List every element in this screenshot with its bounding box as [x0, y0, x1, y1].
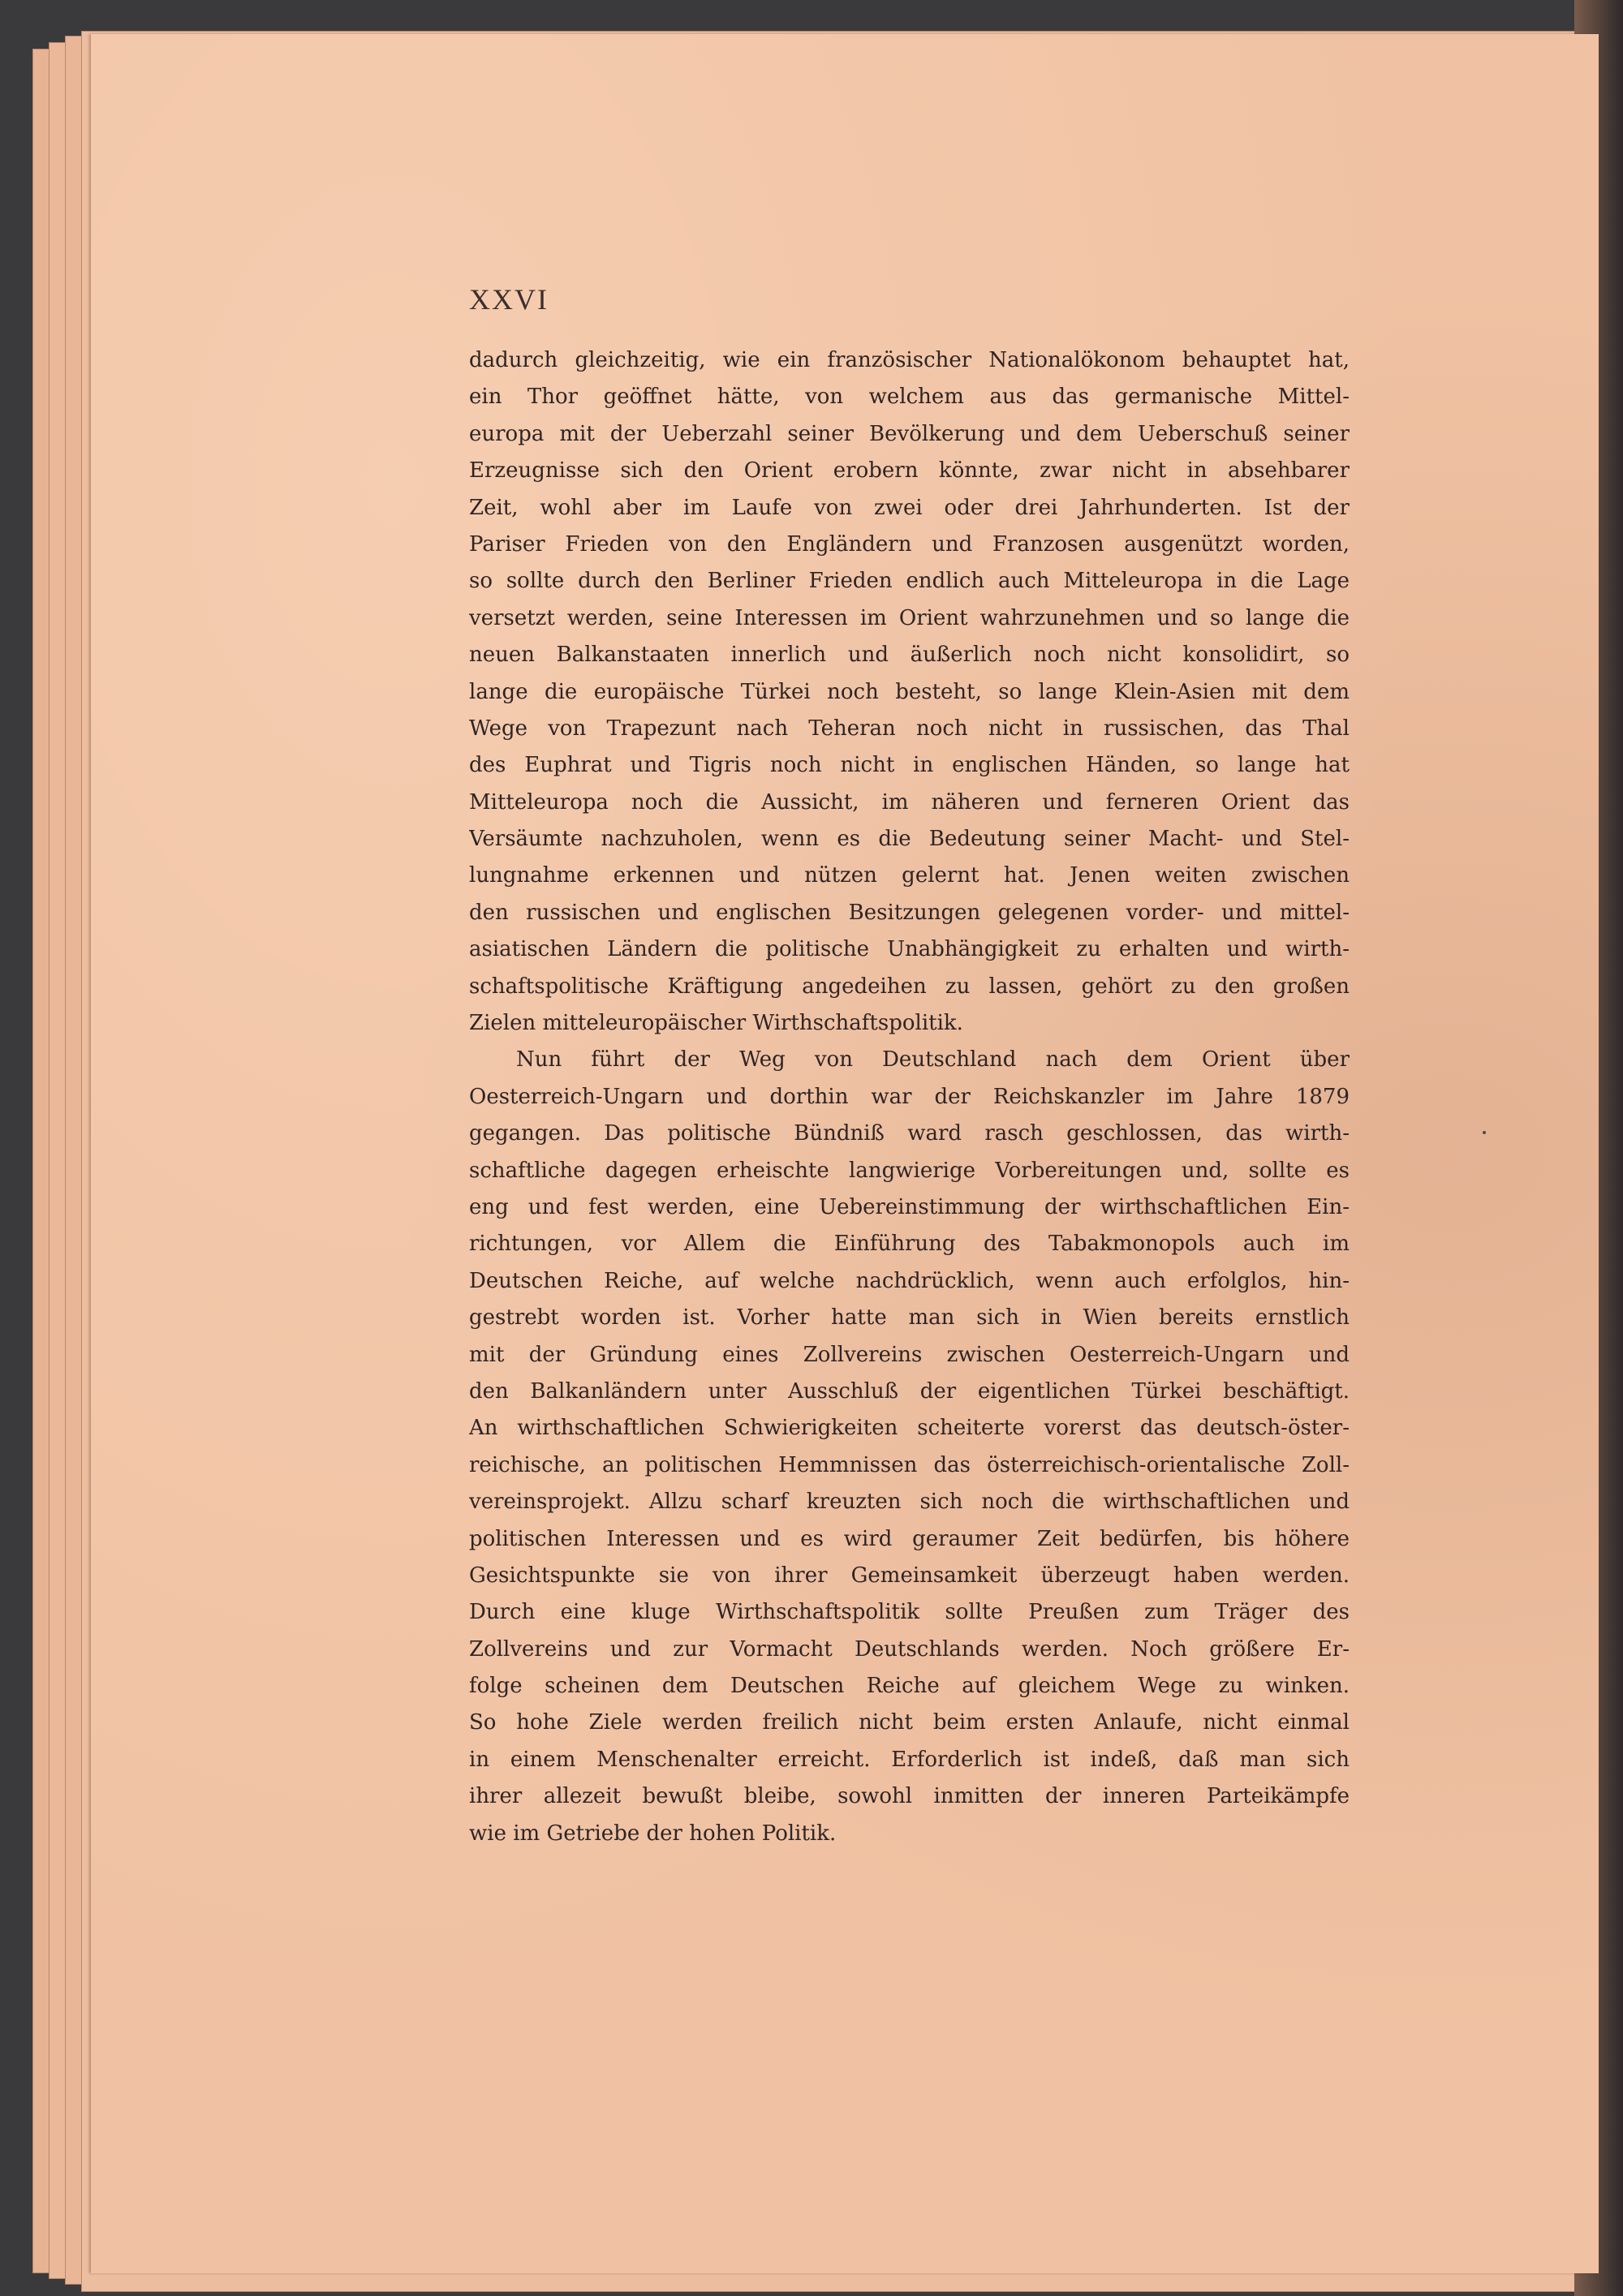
text-line: Oesterreich-Ungarn und dorthin war der Reichskanzler im Jahre 1879	[469, 1084, 1350, 1109]
text-line: politischen Interessen und es wird geraumer Zeit bedürfen, bis höhere	[469, 1526, 1350, 1551]
text-line: richtungen, vor Allem die Einführung des Tabakmonopols auch im	[469, 1232, 1350, 1257]
text-line: europa mit der Ueberzahl seiner Bevölkerung und dem Ueberschuß seiner	[469, 421, 1350, 446]
text-line: eng und fest werden, eine Uebereinstimmung der wirthschaftlichen Ein-	[469, 1194, 1350, 1219]
text-line: lange die europäische Türkei noch besteht, so lange Klein-Asien mit dem	[469, 679, 1350, 704]
text-line: den russischen und englischen Besitzungen gelegenen vorder- und mittel-	[469, 900, 1350, 925]
text-line: schaftliche dagegen erheischte langwierige Vorbereitungen und, sollte es	[469, 1158, 1350, 1183]
text-line: Deutschen Reiche, auf welche nachdrücklich, wenn auch erfolglos, hin-	[469, 1268, 1350, 1293]
text-line: Zollvereins und zur Vormacht Deutschlands werden. Noch größere Er-	[469, 1636, 1350, 1662]
text-line: mit der Gründung eines Zollvereins zwischen Oesterreich-Ungarn und	[469, 1342, 1350, 1367]
text-line: asiatischen Ländern die politische Unabhängigkeit zu erhalten und wirth-	[469, 937, 1350, 962]
text-line: wie im Getriebe der hohen Politik.	[469, 1821, 837, 1846]
text-line: lungnahme erkennen und nützen gelernt hat. Jenen weiten zwischen	[469, 863, 1350, 888]
text-line: versetzt werden, seine Interessen im Orient wahrzunehmen und so lange die	[469, 605, 1350, 630]
text-line: vereinsprojekt. Allzu scharf kreuzten sich noch die wirthschaftlichen und	[469, 1490, 1350, 1515]
page-number: XXVI	[469, 283, 549, 316]
text-line: in einem Menschenalter erreicht. Erforderlich ist indeß, daß man sich	[469, 1747, 1350, 1772]
text-line: Nun führt der Weg von Deutschland nach dem Orient über	[516, 1047, 1350, 1073]
text-line: Erzeugnisse sich den Orient erobern könnte, zwar nicht in absehbarer	[469, 458, 1350, 484]
text-line: Zielen mitteleuropäischer Wirthschaftspolitik.	[469, 1011, 963, 1036]
text-line: Durch eine kluge Wirthschaftspolitik sollte Preußen zum Träger des	[469, 1600, 1350, 1625]
text-line: des Euphrat und Tigris noch nicht in englischen Händen, so lange hat	[469, 753, 1350, 778]
text-line: folge scheinen dem Deutschen Reiche auf gleichem Wege zu winken.	[469, 1674, 1350, 1699]
text-line: ihrer allezeit bewußt bleibe, sowohl inmitten der inneren Parteikämpfe	[469, 1784, 1350, 1809]
text-line: gestrebt worden ist. Vorher hatte man sich in Wien bereits ernstlich	[469, 1305, 1350, 1331]
text-line: reichische, an politischen Hemmnissen das österreichisch-orientalische Zoll-	[469, 1452, 1350, 1477]
body-text	[469, 342, 1350, 1852]
text-line: Pariser Frieden von den Engländern und Franzosen ausgenützt worden,	[469, 531, 1350, 557]
text-line: Versäumte nachzuholen, wenn es die Bedeutung seiner Macht- und Stel-	[469, 827, 1350, 852]
margin-mark	[1483, 1131, 1486, 1134]
text-line: Wege von Trapezunt nach Teheran noch nicht in russischen, das Thal	[469, 716, 1350, 741]
text-line: Mitteleuropa noch die Aussicht, im näheren und ferneren Orient das	[469, 789, 1350, 815]
text-line: dadurch gleichzeitig, wie ein französischer Nationalökonom behauptet hat,	[469, 348, 1350, 372]
text-line: gegangen. Das politische Bündniß ward rasch geschlossen, das wirth-	[469, 1121, 1350, 1146]
text-line: Zeit, wohl aber im Laufe von zwei oder drei Jahrhunderten. Ist der	[469, 495, 1350, 520]
text-line: Gesichtspunkte sie von ihrer Gemeinsamkeit überzeugt haben werden.	[469, 1563, 1350, 1588]
text-line: schaftspolitische Kräftigung angedeihen zu lassen, gehört zu den großen	[469, 974, 1350, 999]
paragraph-1	[469, 342, 1350, 1042]
text-line: so sollte durch den Berliner Frieden endlich auch Mitteleuropa in die Lage	[469, 569, 1350, 594]
text-line: den Balkanländern unter Ausschluß der eigentlichen Türkei beschäftigt.	[469, 1378, 1350, 1404]
text-line: neuen Balkanstaaten innerlich und äußerlich noch nicht konsolidirt, so	[469, 643, 1350, 668]
text-line: ein Thor geöffnet hätte, von welchem aus das germanische Mittel-	[469, 385, 1350, 410]
text-line: An wirthschaftlichen Schwierigkeiten scheiterte vorerst das deutsch-öster-	[469, 1416, 1350, 1441]
paragraph-2	[469, 1042, 1350, 1852]
text-line: So hohe Ziele werden freilich nicht beim ersten Anlaufe, nicht einmal	[469, 1710, 1350, 1735]
